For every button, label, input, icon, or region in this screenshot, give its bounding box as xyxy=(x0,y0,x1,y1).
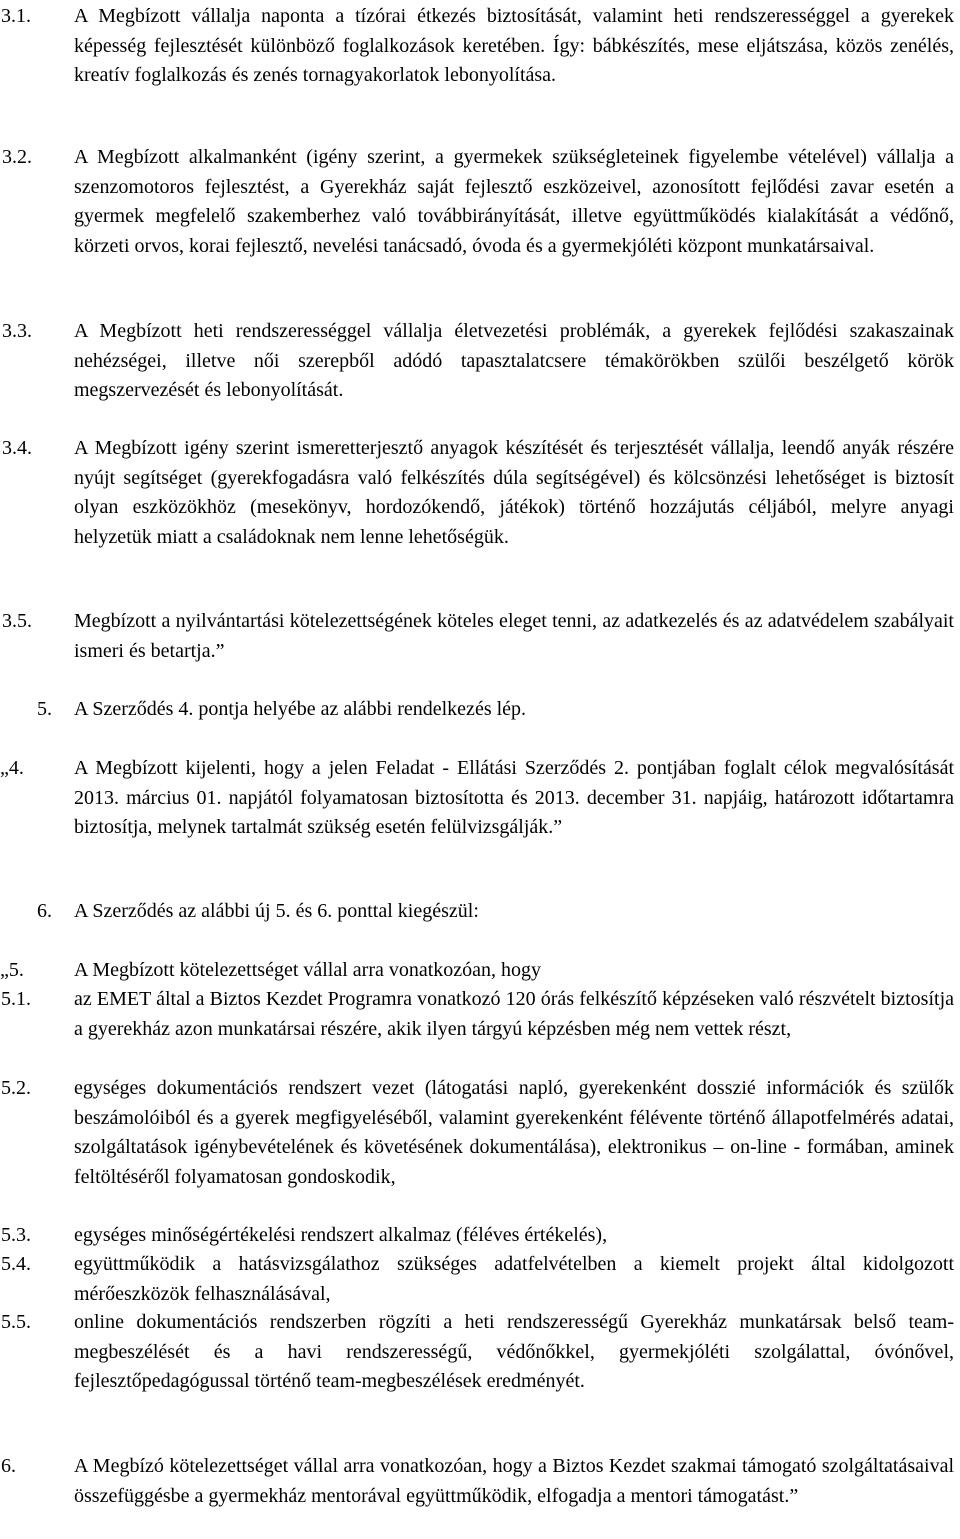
paragraph-number: 6. xyxy=(1,1455,16,1477)
paragraph-number: 3.1. xyxy=(1,5,31,27)
paragraph-text: A Megbízott igény szerint ismeretterjesztő anyagok készítését és terjesztését vállalja, leendő anyák részére nyújt segítséget (gyerekfogadásra való felkészítés dúla segítségével) és kölcsönzési lehetőséget is biztosít olyan eszközökhöz (mesekönyv, hordozókendő, játékok) történő hozzájutás céljából, melyre anyagi helyzetük miatt a családoknak nem lenne lehetőségük. xyxy=(74,437,954,548)
paragraph-3-1 xyxy=(0,2,960,91)
section-6-heading xyxy=(0,897,960,927)
paragraph-5-4 xyxy=(0,1250,960,1309)
paragraph-number: 6. xyxy=(37,900,52,922)
paragraph-5-3 xyxy=(0,1221,960,1251)
paragraph-3-2 xyxy=(0,143,960,261)
paragraph-text: A Megbízott vállalja naponta a tízórai étkezés biztosítását, valamint heti rendszerességgel a gyerekek képesség fejlesztését különböző foglalkozások keretében. Így: bábkészítés, mese eljátszása, közös zenélés, kreatív foglalkozás és zenés tornagyakorlatok lebonyolítása. xyxy=(74,5,954,87)
paragraph-text: az EMET által a Biztos Kezdet Programra vonatkozó 120 órás felkészítő képzéseken való részvételt biztosítja a gyerekház azon munkatársai részére, akik ilyen tárgyú képzésben még nem vettek részt, xyxy=(74,988,954,1040)
paragraph-3-3 xyxy=(0,317,960,406)
section-5-heading xyxy=(0,695,960,725)
paragraph-5 xyxy=(0,956,960,986)
paragraph-text: együttműködik a hatásvizsgálathoz szükséges adatfelvételben a kiemelt projekt által kidolgozott mérőeszközök felhasználásával, xyxy=(74,1253,954,1305)
paragraph-text: A Szerződés az alábbi új 5. és 6. ponttal kiegészül: xyxy=(74,900,479,922)
paragraph-number: 5.1. xyxy=(1,988,31,1010)
paragraph-text: A Szerződés 4. pontja helyébe az alábbi rendelkezés lép. xyxy=(74,698,527,720)
paragraph-number: 5. xyxy=(37,698,52,720)
paragraph-5-2 xyxy=(0,1074,960,1192)
paragraph-number: 3.5. xyxy=(2,610,32,632)
paragraph-4 xyxy=(0,754,960,843)
paragraph-6 xyxy=(0,1452,960,1511)
paragraph-number: 3.2. xyxy=(2,146,32,168)
paragraph-number: „4. xyxy=(0,757,24,779)
paragraph-number: 5.3. xyxy=(1,1224,31,1246)
paragraph-text: A Megbízó kötelezettséget vállal arra vonatkozóan, hogy a Biztos Kezdet szakmai támogató szolgáltatásaival összefüggésbe a gyermekház mentorával együttműködik, elfogadja a mentori támogatást.” xyxy=(74,1455,954,1507)
paragraph-text: Megbízott a nyilvántartási kötelezettségének köteles eleget tenni, az adatkezelés és az adatvédelem szabályait ismeri és betartja.” xyxy=(74,610,954,662)
paragraph-text: online dokumentációs rendszerben rögzíti a heti rendszerességű Gyerekház munkatársak belső team-megbeszélését és a havi rendszerességű, védőnőkkel, gyermekjóléti szolgálattal, óvónővel, fejlesztőpedagógussal történő team-megbeszélések eredményét. xyxy=(74,1311,954,1393)
paragraph-5-5 xyxy=(0,1308,960,1397)
paragraph-text: A Megbízott kötelezettséget vállal arra vonatkozóan, hogy xyxy=(74,959,542,981)
paragraph-text: A Megbízott heti rendszerességgel vállalja életvezetési problémák, a gyerekek fejlődési szakaszainak nehézségei, illetve női szerepből adódó tapasztalatcsere témakörökben szülői beszélgető körök megszervezését és lebonyolítását. xyxy=(74,320,954,402)
paragraph-number: 3.3. xyxy=(2,320,32,342)
paragraph-number: 5.2. xyxy=(1,1077,31,1099)
paragraph-text: egységes dokumentációs rendszert vezet (látogatási napló, gyerekenként dosszié információk és szülők beszámolóiból és a gyerek megfigyeléséből, valamint gyerekenként félévente történő állapotfelmérés adatai, szolgáltatások igénybevételének és követésének dokumentálása), elektronikus – on-line - formában, aminek feltöltéséről folyamatosan gondoskodik, xyxy=(74,1077,954,1188)
paragraph-text: A Megbízott alkalmanként (igény szerint, a gyermekek szükségleteinek figyelembe vételével) vállalja a szenzomotoros fejlesztést, a Gyerekház saját fejlesztő eszközeivel, azonosított fejlődési zavar esetén a gyermek megfelelő szakemberhez való továbbirányítását, illetve együttműködés kialakítását a védőnő, körzeti orvos, korai fejlesztő, nevelési tanácsadó, óvoda és a gyermekjóléti központ munkatársaival. xyxy=(74,146,954,257)
paragraph-text: A Megbízott kijelenti, hogy a jelen Feladat - Ellátási Szerződés 2. pontjában foglalt célok megvalósítását 2013. március 01. napjától folyamatosan biztosította és 2013. december 31. napjáig, határozott időtartamra biztosítja, melynek tartalmát szükség esetén felülvizsgálják.” xyxy=(74,757,954,839)
paragraph-text: egységes minőségértékelési rendszert alkalmaz (féléves értékelés), xyxy=(74,1224,608,1246)
paragraph-3-4 xyxy=(0,434,960,552)
paragraph-3-5 xyxy=(0,607,960,666)
paragraph-number: 3.4. xyxy=(2,437,32,459)
paragraph-number: 5.5. xyxy=(1,1311,31,1333)
paragraph-5-1 xyxy=(0,985,960,1044)
paragraph-number: 5.4. xyxy=(1,1253,31,1275)
paragraph-number: „5. xyxy=(0,959,24,981)
